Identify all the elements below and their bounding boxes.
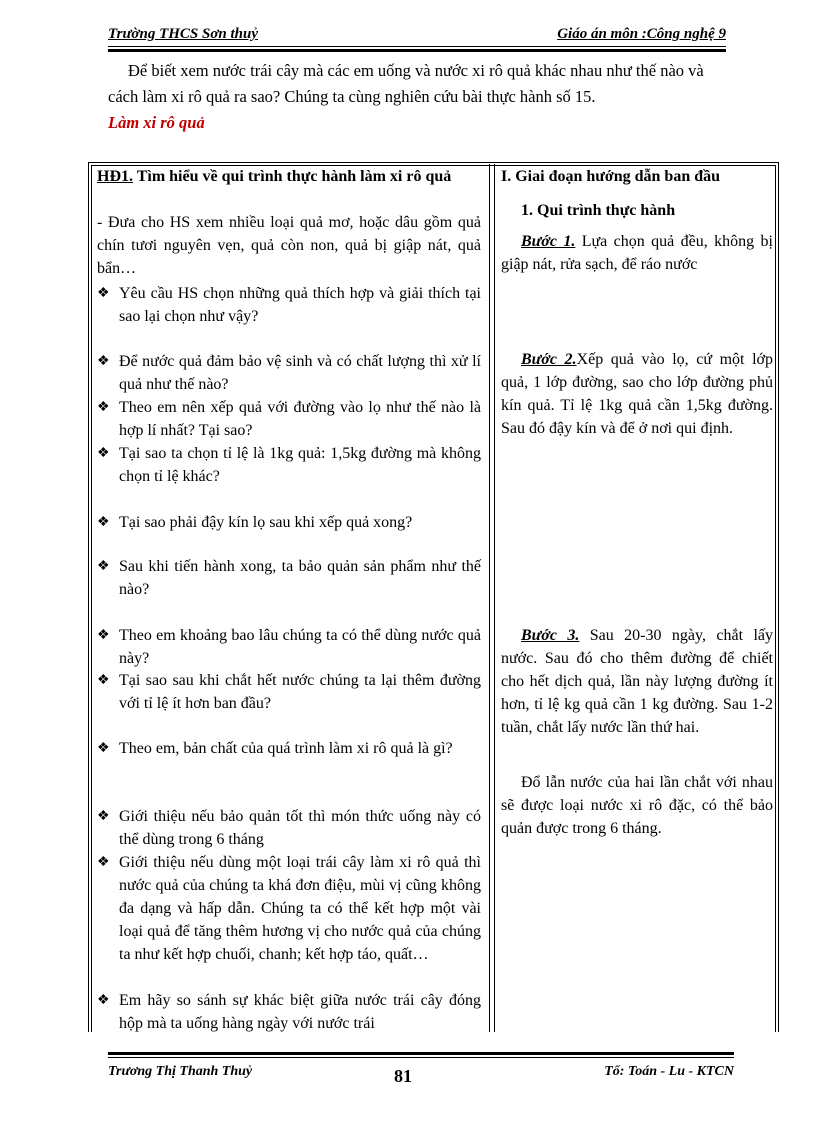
bullet-diamond-icon: ❖ <box>97 628 110 643</box>
step-1-text: Lựa chọn quả đều, không bị giập nát, rửa sạch, để ráo nước <box>501 233 773 273</box>
bullet-diamond-icon: ❖ <box>97 673 110 688</box>
bullet-diamond-icon: ❖ <box>97 354 110 369</box>
step-2-label: Bước 2. <box>521 351 577 368</box>
intro-dash-text: - Đưa cho HS xem nhiều loại quả mơ, hoặc dâu gồm quả chín tươi nguyên vẹn, quả còn non, quả bị giập nát, quả bẩn… <box>97 214 481 277</box>
question-item <box>97 555 481 601</box>
section-heading: I. Giai đoạn hướng dẫn ban đầu <box>501 168 721 185</box>
question-text: Giới thiệu nếu bảo quản tốt thì món thức uống này có thể dùng trong 6 tháng <box>119 808 481 848</box>
bullet-diamond-icon: ❖ <box>97 286 110 301</box>
question-text: Tại sao sau khi chắt hết nước chúng ta lại thêm đường với tỉ lệ ít hơn ban đầu? <box>119 672 481 712</box>
header-school: Trường THCS Sơn thuỷ <box>108 26 258 42</box>
question-text: Yêu cầu HS chọn những quả thích hợp và giải thích tại sao lại chọn như vậy? <box>119 285 481 325</box>
question-item <box>97 282 481 328</box>
step-3-label: Bước 3. <box>521 627 580 644</box>
question-text: Theo em, bản chất của quá trình làm xi rô quả là gì? <box>119 740 453 757</box>
activity-title: Tìm hiểu về qui trình thực hành làm xi rô quả <box>133 168 452 185</box>
footer-rule <box>108 1057 734 1058</box>
header-subject: Giáo án môn :Công nghệ 9 <box>557 26 726 42</box>
question-item <box>97 442 481 488</box>
step-2-text: Xếp quả vào lọ, cứ một lớp quả, 1 lớp đường, sao cho lớp đường phủ kín quả. Tỉ lệ 1kg quả cần 1,5kg đường. Sau đó đậy kín và để ở nơi qui định. <box>501 351 773 437</box>
question-item <box>97 511 481 534</box>
subsection-heading: 1. Qui trình thực hành <box>521 202 676 219</box>
step-2 <box>501 348 773 440</box>
question-text: Giới thiệu nếu dùng một loại trái cây làm xi rô quả thì nước quả của chúng ta khá đơn điệu, mùi vị cũng không đa dạng và hấp dẫn. Chúng ta có thể kết hợp một vài loại quả để tăng thêm hương vị cho nước quả của chúng ta như kết hợp chuối, chanh; kết hợp táo, quất… <box>119 854 481 963</box>
question-item <box>97 989 481 1035</box>
bullet-diamond-icon: ❖ <box>97 993 110 1008</box>
question-text: Sau khi tiến hành xong, ta bảo quản sản phẩm như thế nào? <box>119 558 481 598</box>
question-text: Theo em nên xếp quả với đường vào lọ như thế nào là hợp lí nhất? Tại sao? <box>119 399 481 439</box>
bullet-diamond-icon: ❖ <box>97 446 110 461</box>
header-rule <box>108 46 726 47</box>
bullet-diamond-icon: ❖ <box>97 400 110 415</box>
question-item <box>97 350 481 396</box>
question-item <box>97 851 481 966</box>
column-divider <box>489 164 495 1032</box>
bullet-diamond-icon: ❖ <box>97 741 110 756</box>
step-3 <box>501 624 773 739</box>
lesson-title: Làm xi rô quả <box>108 113 205 132</box>
footer-department: Tổ: Toán - Lu - KTCN <box>604 1064 734 1079</box>
page-footer <box>108 1052 734 1092</box>
intro-text: Để biết xem nước trái cây mà các em uống và nước xi rô quả khác nhau như thế nào và cách làm xi rô quả ra sao? Chúng ta cùng nghiên cứu bài thực hành số 15. <box>108 61 704 106</box>
final-note: Đổ lẫn nước của hai lần chắt với nhau sẽ được loại nước xi rô đặc, có thể bảo quản được trong 6 tháng. <box>501 774 773 837</box>
page-number: 81 <box>394 1066 412 1086</box>
question-item <box>97 669 481 715</box>
footer-rule-thick <box>108 1052 734 1055</box>
question-text: Em hãy so sánh sự khác biệt giữa nước trái cây đóng hộp mà ta uống hàng ngày với nước trái <box>119 992 481 1032</box>
question-item <box>97 396 481 442</box>
header-rule-thick <box>108 49 726 52</box>
step-3-text: Sau 20-30 ngày, chắt lấy nước. Sau đó cho thêm đường để chiết cho hết dịch quả, lần này lượng đường ít hơn, tỉ lệ kg quả cần 1 kg đường. Sau 1-2 tuần, chắt lấy nước lần thứ hai. <box>501 627 773 736</box>
bullet-diamond-icon: ❖ <box>97 515 110 530</box>
bullet-diamond-icon: ❖ <box>97 559 110 574</box>
step-1 <box>501 230 773 276</box>
lesson-table <box>88 162 779 1032</box>
footer-author: Trương Thị Thanh Thuỷ <box>108 1064 253 1079</box>
question-text: Tại sao phải đậy kín lọ sau khi xếp quả xong? <box>119 514 413 531</box>
question-text: Để nước quả đảm bảo vệ sinh và có chất lượng thì xử lí quả như thế nào? <box>119 353 481 393</box>
question-text: Tại sao ta chọn tỉ lệ là 1kg quả: 1,5kg đường mà không chọn tỉ lệ khác? <box>119 445 481 485</box>
activity-label: HĐ1. <box>97 168 133 185</box>
bullet-diamond-icon: ❖ <box>97 809 110 824</box>
question-item <box>97 737 481 760</box>
bullet-diamond-icon: ❖ <box>97 855 110 870</box>
question-text: Theo em khoảng bao lâu chúng ta có thể dùng nước quả này? <box>119 627 481 667</box>
page-header <box>108 26 726 50</box>
question-item <box>97 624 481 670</box>
intro-paragraph <box>108 58 730 110</box>
question-item <box>97 805 481 851</box>
step-1-label: Bước 1. <box>521 233 576 250</box>
activity-heading <box>97 165 481 188</box>
